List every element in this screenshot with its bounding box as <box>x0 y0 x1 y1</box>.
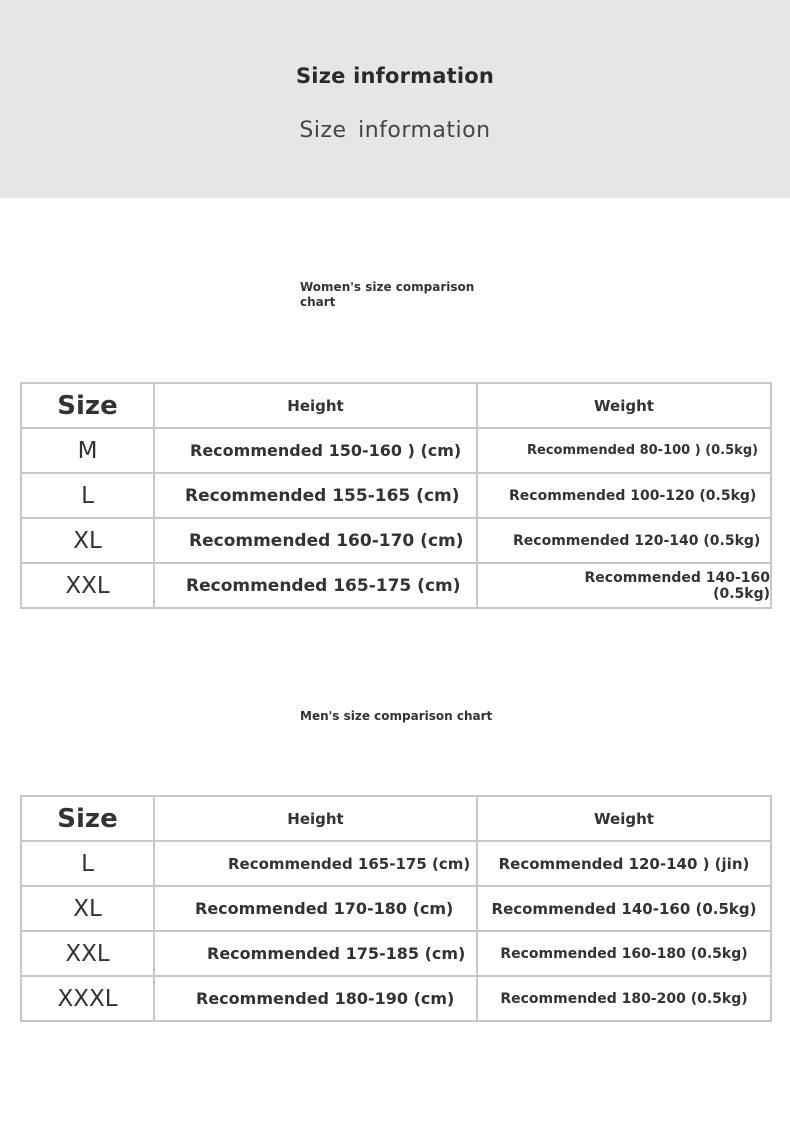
size-cell: XXXL <box>21 976 154 1021</box>
weight-line: (0.5kg) <box>713 585 770 602</box>
size-cell: XL <box>21 518 154 563</box>
column-header-weight: Weight <box>477 796 771 841</box>
table-row <box>21 841 771 886</box>
size-cell: L <box>21 473 154 518</box>
weight-cell: Recommended 120-140 (0.5kg) <box>477 518 771 563</box>
height-cell: Recommended 175-185 (cm) <box>154 931 477 976</box>
women-size-table <box>20 382 772 609</box>
table-row <box>21 563 771 608</box>
table-row <box>21 976 771 1021</box>
page-subtitle: Size information <box>299 118 491 143</box>
height-cell: Recommended 180-190 (cm) <box>154 976 477 1021</box>
height-cell: Recommended 155-165 (cm) <box>154 473 477 518</box>
column-header-size: Size <box>21 796 154 841</box>
column-header-height: Height <box>154 796 477 841</box>
table-row <box>21 428 771 473</box>
weight-cell: Recommended 140-160 (0.5kg) <box>477 886 771 931</box>
weight-cell: Recommended 120-140 ) (jin) <box>477 841 771 886</box>
height-cell: Recommended 150-160 ) (cm) <box>154 428 477 473</box>
size-cell: XL <box>21 886 154 931</box>
weight-cell <box>477 563 771 608</box>
column-header-size: Size <box>21 383 154 428</box>
height-cell: Recommended 165-175 (cm) <box>154 841 477 886</box>
height-cell: Recommended 170-180 (cm) <box>154 886 477 931</box>
weight-line: Recommended 140-160 <box>584 569 770 586</box>
weight-cell: Recommended 80-100 ) (0.5kg) <box>477 428 771 473</box>
table-row <box>21 931 771 976</box>
table-row <box>21 473 771 518</box>
weight-cell: Recommended 180-200 (0.5kg) <box>477 976 771 1021</box>
page-title: Size information <box>295 64 495 88</box>
table-row <box>21 886 771 931</box>
men-size-table <box>20 795 772 1022</box>
size-cell: L <box>21 841 154 886</box>
weight-cell: Recommended 100-120 (0.5kg) <box>477 473 771 518</box>
table-header-row <box>21 796 771 841</box>
men-section-label: Men's size comparison chart <box>300 709 493 723</box>
column-header-height: Height <box>154 383 477 428</box>
table-row <box>21 518 771 563</box>
weight-cell: Recommended 160-180 (0.5kg) <box>477 931 771 976</box>
header-banner <box>0 0 790 198</box>
table-header-row <box>21 383 771 428</box>
height-cell: Recommended 160-170 (cm) <box>154 518 477 563</box>
women-section-label: Women's size comparison chart <box>300 280 475 309</box>
size-cell: XXL <box>21 563 154 608</box>
height-cell: Recommended 165-175 (cm) <box>154 563 477 608</box>
column-header-weight: Weight <box>477 383 771 428</box>
size-cell: M <box>21 428 154 473</box>
size-cell: XXL <box>21 931 154 976</box>
